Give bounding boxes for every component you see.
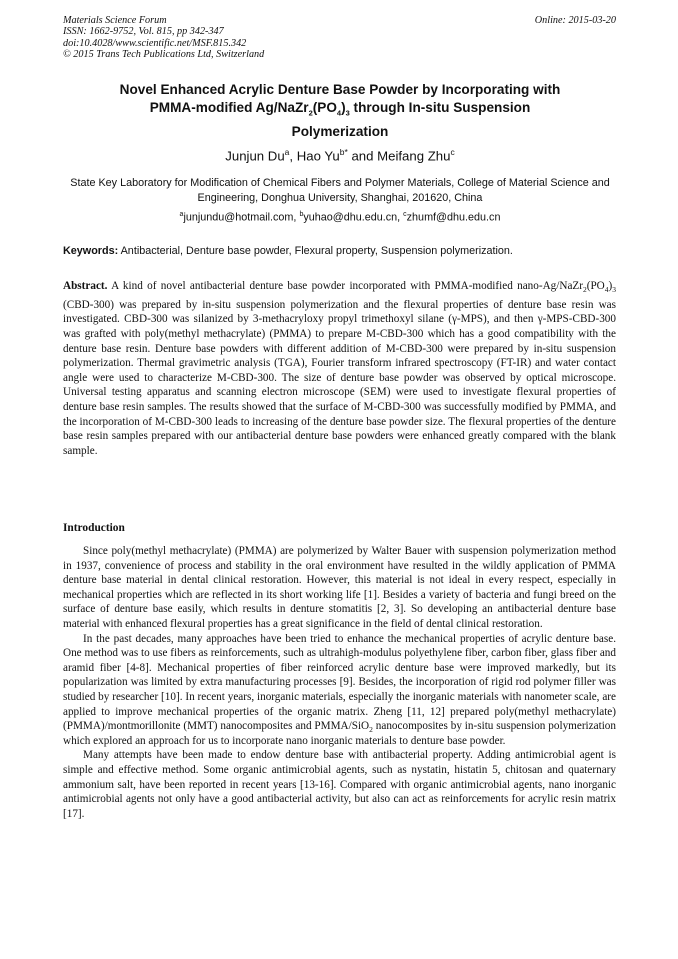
- author-emails: [60, 211, 620, 224]
- intro-paragraph-1: Since poly(methyl methacrylate) (PMMA) are polymerized by Walter Bauer with suspension polymerization method in 1937, convenience of process and stability in the oral environment have resulted in the wildly application of PMMA denture base material in dental clinical restoration. However, this material is not ideal in every respect, especially in mechanical properties which are reflected in its short working life [1]. Besides a variety of bacteria and fungi breed on the surface of denture base easily, which results in denture stomatitis [2, 3]. So developing an antibacterial denture base material with enhanced flexural properties has a great significance in the field of dental clinical restoration.: [63, 545, 616, 630]
- abstract-subscript: 2: [582, 285, 587, 295]
- issn-line: ISSN: 1662-9752, Vol. 815, pp 342-347: [63, 26, 224, 38]
- doi-line: doi:10.4028/www.scientific.net/MSF.815.342: [63, 37, 247, 49]
- title-text: through In-situ Suspension: [349, 100, 531, 115]
- title-subscript: 2: [308, 108, 313, 118]
- abstract-text: (CBD-300) was prepared by in-situ suspension polymerization and the flexural properties of denture base resin was investigated. CBD-300 was silanized by 3-methacryloxy propyl trimethoxyl silane (γ-MPS), and then γ-MPS-CBD-300 was grafted with poly(methyl methacrylate) (PMMA) to prepare M-CBD-300 which has a good compatibility with the denture base resin. Denture base powders with different addition of M-CBD-300 were prepared by in-situ suspension polymerization. Thermal gravimetric analysis (TGA), Fourier transform infrared spectroscopy (FT-IR) and water contact angle were used to characterize M-CBD-300. The size of denture base powder was observed by optical microscope. Universal testing apparatus and scanning electron microscope (SEM) were used to investigate flexural properties of denture base resin samples. The results showed that the surface of M-CBD-300 was successfully modified by PMMA, and the incorporation of M-CBD-300 leads to increasing of the denture base powder size. The flexural properties of the denture base resin samples prepared with our antibacterial denture base powders were enhanced greatly compared with the blank sample.: [63, 298, 616, 457]
- affiliation: State Key Laboratory for Modification of Chemical Fibers and Polymer Materials, College of Material Science and Engineering, Donghua University, Shanghai, 201620, China: [70, 177, 610, 204]
- abstract-text: (PO: [586, 280, 605, 292]
- abstract-text: ): [608, 280, 613, 292]
- keywords-text: Antibacterial, Denture base powder, Flexural property, Suspension polymerization.: [118, 245, 513, 257]
- author-superscript: c: [450, 147, 455, 157]
- intro-paragraph-2: [63, 632, 616, 749]
- keywords: [63, 245, 616, 257]
- abstract-subscript: 4: [604, 285, 609, 295]
- paper-title: [70, 81, 610, 141]
- intro-text: nanocomposites by in-situ suspension polymerization which explored an approach for us to incorporate nano inorganic materials to denture base powder.: [63, 720, 616, 747]
- abstract-label: Abstract.: [63, 280, 108, 292]
- intro-paragraph-3: Many attempts have been made to endow denture base with antibacterial property. Adding antimicrobial agent is simple and effective method. Some organic antimicrobial agents, such as nystatin, histatin 5, chitosan and quaternary ammonium salt, have been reported in recent years [13-16]. Compared with organic antimicrobial agents, nano inorganic antimicrobial agents not only have a good antibacterial activity, but also can act as reinforcements for acrylic resin matrix [17].: [63, 749, 616, 820]
- title-text: (PO: [312, 100, 337, 115]
- title-subscript: 3: [345, 108, 350, 118]
- author-name: and Meifang Zhu: [347, 148, 451, 164]
- abstract: [63, 279, 616, 458]
- journal-name: Materials Science Forum: [63, 15, 167, 26]
- intro-subscript: 2: [369, 725, 373, 735]
- online-date: Online: 2015-03-20: [534, 15, 616, 26]
- email-text: zhumf@dhu.edu.cn: [406, 211, 501, 224]
- email-superscript: c: [403, 211, 407, 218]
- abstract-text: A kind of novel antibacterial denture base powder incorporated with PMMA-modified nano-Ag/NaZr: [107, 280, 583, 292]
- title-text: PMMA-modified Ag/NaZr: [149, 100, 309, 115]
- title-subscript: 4: [336, 108, 342, 118]
- keywords-label: Keywords:: [63, 245, 119, 257]
- author-superscript: a: [284, 147, 290, 157]
- copyright-line: © 2015 Trans Tech Publications Ltd, Switzerland: [63, 49, 265, 61]
- email-superscript: b: [299, 211, 304, 218]
- abstract-subscript: 3: [612, 285, 616, 295]
- email-superscript: a: [179, 211, 184, 218]
- author-list: [60, 147, 620, 163]
- email-text: yuhao@dhu.edu.cn,: [303, 211, 404, 224]
- intro-text: In the past decades, many approaches have been tried to enhance the mechanical properties of acrylic denture base. One method was to use fibers as reinforcements, such as ultrahigh-modulus polyethylene fiber, carbon fiber, glass fiber and aramid fiber [4-8]. Mechanical properties of fiber reinforced acrylic denture base were improved markedly, but its popularization was limited by extra manufacturing processes [9]. Besides, the incorporation of rigid rod polymer filler was studied by researcher [10]. In recent years, inorganic materials, especially the inorganic materials with nanometer scale, are applied to improve mechanical properties of the organic matrix. Zheng [11, 12] prepared poly(methyl methacrylate) (PMMA)/montmorillonite (MMT) nanocomposites and PMMA/SiO: [63, 632, 616, 733]
- email-text: junjundu@hotmail.com,: [183, 211, 300, 224]
- section-heading-introduction: Introduction: [63, 522, 125, 534]
- author-superscript: b*: [339, 147, 348, 157]
- author-name: , Hao Yu: [289, 148, 340, 164]
- title-line-1: Novel Enhanced Acrylic Denture Base Powder by Incorporating with: [119, 82, 561, 97]
- introduction-body: [63, 544, 616, 821]
- title-line-3: Polymerization: [291, 123, 389, 139]
- author-name: Junjun Du: [225, 148, 285, 164]
- title-text: ): [341, 100, 346, 115]
- title-line-2: [70, 99, 610, 123]
- journal-header: [63, 15, 616, 61]
